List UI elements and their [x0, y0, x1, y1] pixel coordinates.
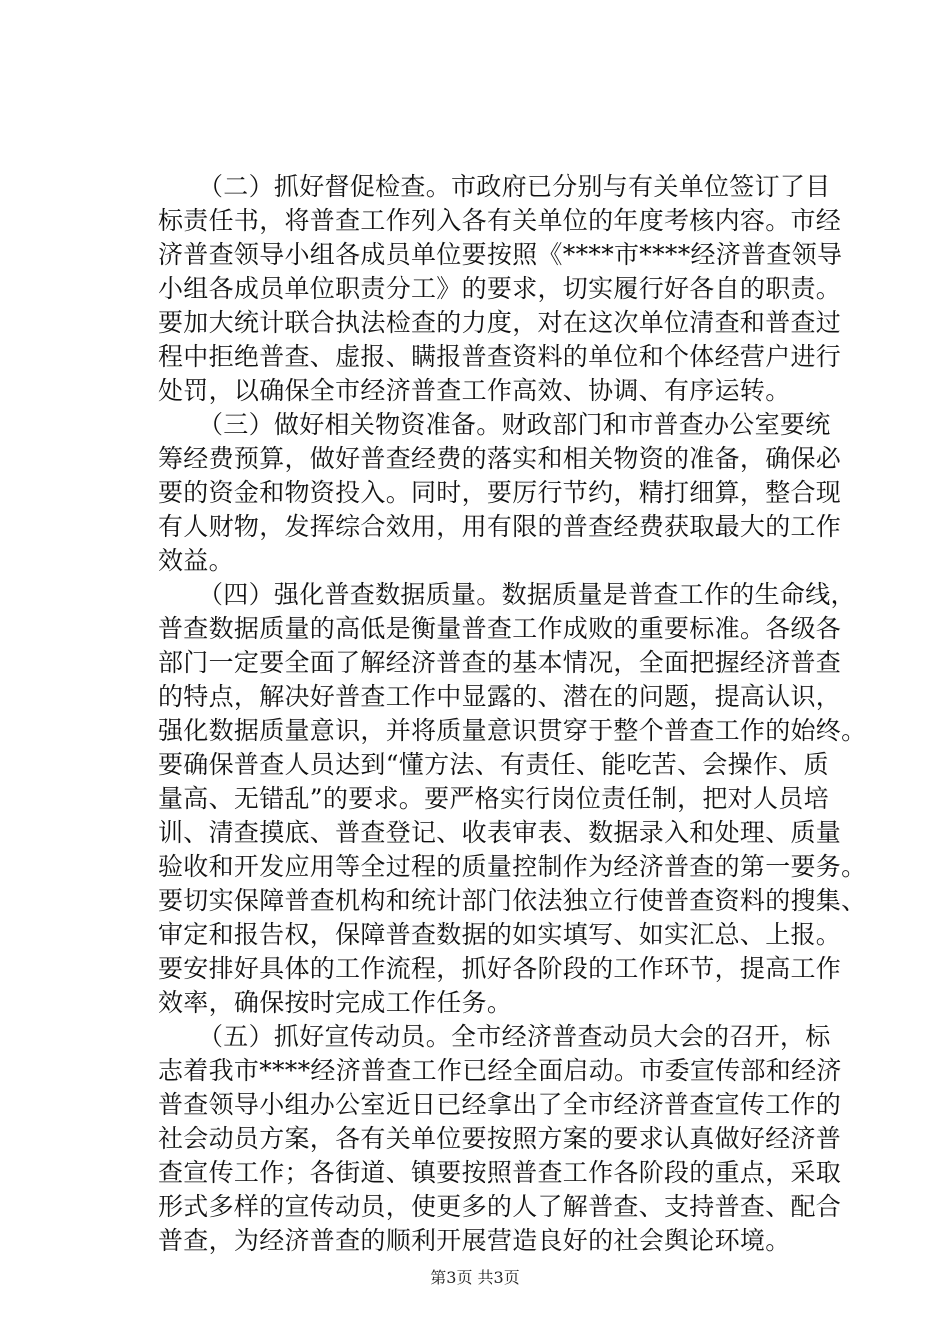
paragraph-2-line-1: （二）抓好督促检查。市政府已分别与有关单位签订了目 [198, 172, 831, 201]
paragraph-4-line-6: 要确保普查人员达到“懂方法、有责任、能吃苦、会操作、质 [158, 750, 829, 779]
paragraph-5-line-2: 志着我市****经济普查工作已经全面启动。市委宣传部和经济 [158, 1056, 842, 1085]
paragraph-4-line-13: 效率，确保按时完成工作任务。 [158, 988, 513, 1017]
paragraph-5-line-7: 普查，为经济普查的顺利开展营造良好的社会舆论环境。 [158, 1226, 791, 1255]
paragraph-5-line-6: 形式多样的宣传动员，使更多的人了解普查、支持普查、配合 [158, 1192, 842, 1221]
paragraph-4-line-5: 强化数据质量意识，并将质量意识贯穿于整个普查工作的始终。 [158, 716, 867, 745]
paragraph-5-line-3: 普查领导小组办公室近日已经拿出了全市经济普查宣传工作的 [158, 1090, 842, 1119]
paragraph-4-line-2: 普查数据质量的高低是衡量普查工作成败的重要标准。各级各 [158, 614, 842, 643]
paragraph-3-line-3: 要的资金和物资投入。同时，要厉行节约，精打细算，整合现 [158, 478, 842, 507]
paragraph-4-line-11: 审定和报告权，保障普查数据的如实填写、如实汇总、上报。 [158, 920, 842, 949]
paragraph-4-line-8: 训、清查摸底、普查登记、收表审表、数据录入和处理、质量 [158, 818, 842, 847]
paragraph-4-line-10: 要切实保障普查机构和统计部门依法独立行使普查资料的搜集、 [158, 886, 867, 915]
paragraph-2-line-4: 小组各成员单位职责分工》的要求，切实履行好各自的职责。 [158, 274, 842, 303]
paragraph-3-line-4: 有人财物，发挥综合效用，用有限的普查经费获取最大的工作 [158, 512, 842, 541]
paragraph-4-line-7: 量高、无错乱”的要求。要严格实行岗位责任制，把对人员培 [158, 784, 829, 813]
paragraph-4-line-12: 要安排好具体的工作流程，抓好各阶段的工作环节，提高工作 [158, 954, 842, 983]
paragraph-5-line-4: 社会动员方案，各有关单位要按照方案的要求认真做好经济普 [158, 1124, 842, 1153]
paragraph-4-line-3: 部门一定要全面了解经济普查的基本情况，全面把握经济普查 [158, 648, 842, 677]
paragraph-3-line-5: 效益。 [158, 546, 234, 575]
paragraph-3-line-2: 筹经费预算，做好普查经费的落实和相关物资的准备，确保必 [158, 444, 842, 473]
paragraph-2-line-6: 程中拒绝普查、虚报、瞒报普查资料的单位和个体经营户进行 [158, 342, 842, 371]
paragraph-4-line-1: （四）强化普查数据质量。数据质量是普查工作的生命线， [198, 580, 856, 609]
paragraph-2-line-2: 标责任书，将普查工作列入各有关单位的年度考核内容。市经 [158, 206, 842, 235]
paragraph-4-line-4: 的特点，解决好普查工作中显露的、潜在的问题，提高认识， [158, 682, 842, 711]
paragraph-5-line-1: （五）抓好宣传动员。全市经济普查动员大会的召开，标 [198, 1022, 831, 1051]
paragraph-2-line-5: 要加大统计联合执法检查的力度，对在这次单位清查和普查过 [158, 308, 842, 337]
document-body [158, 170, 867, 1258]
paragraph-2-line-7: 处罚，以确保全市经济普查工作高效、协调、有序运转。 [158, 376, 791, 405]
paragraph-2-line-3: 济普查领导小组各成员单位要按照《****市****经济普查领导 [158, 240, 843, 269]
paragraph-3-line-1: （三）做好相关物资准备。财政部门和市普查办公室要统 [198, 410, 831, 439]
paragraph-5-line-5: 查宣传工作；各街道、镇要按照普查工作各阶段的重点，采取 [158, 1158, 842, 1187]
paragraph-4-line-9: 验收和开发应用等全过程的质量控制作为经济普查的第一要务。 [158, 852, 867, 881]
page-number-footer: 第3页 共3页 [430, 1268, 520, 1287]
